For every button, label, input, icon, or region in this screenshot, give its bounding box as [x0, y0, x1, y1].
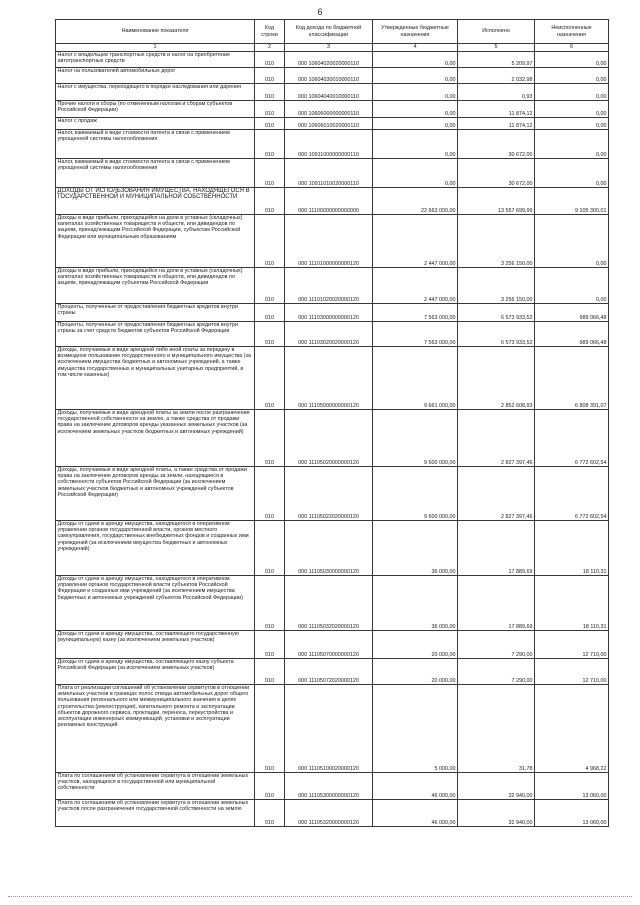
row-name: ДОХОДЫ ОТ ИСПОЛЬЗОВАНИЯ ИМУЩЕСТВА, НАХОДЯЩЕГОСЯ В ГОСУДАРСТВЕННОЙ И МУНИЦИПАЛЬНОЙ СОБСТВЕННОСТИ — [56, 188, 255, 215]
table-row — [56, 118, 609, 130]
row-name: Проценты, полученные от предоставления бюджетных кредитов внутри страны за счет средств бюджетов субъектов Российской Федерации — [56, 322, 255, 347]
table-row — [56, 631, 609, 659]
row-income-code: 000 11105000000000120 — [285, 347, 373, 410]
row-name: Плата по соглашениям об установлении сервитута в отношении земельных участков, находящихся в государственной или муниципальной собственности — [56, 773, 255, 800]
table-row — [56, 268, 609, 304]
row-name: Налог на пользователей автомобильных дорог — [56, 68, 255, 84]
footer-divider — [8, 896, 632, 897]
row-approved: 0,00 — [373, 52, 458, 68]
row-income-code: 000 11105320000000120 — [285, 800, 373, 827]
header-line-code: Код строки — [255, 20, 285, 44]
row-name: Доходы, получаемые в виде арендной платы, а также средства от продажи права на заключение договоров аренды за земли, находящиеся в собственности субъектов Российской Федерации (за исключением земельных участков бюджетных и автономных учреждений субъектов Российской Федерации) — [56, 467, 255, 521]
row-name: Доходы, получаемые в виде арендной платы за земли после разграничения государственной собственности на землю, а также средства от продажи права на заключение договоров аренды указанных земельных участков (за исключением земельных участков бюджетных и автономных учреждений) — [56, 410, 255, 467]
row-unexecuted: 6 808 391,07 — [535, 347, 609, 410]
row-unexecuted: 0,00 — [535, 118, 609, 130]
row-income-code: 000 10911000000000110 — [285, 130, 373, 159]
row-line-code: 010 — [255, 101, 285, 118]
row-name: Доходы в виде прибыли, приходящейся на доли в уставных (складочных) капиталах хозяйственных товариществ и обществ, или дивидендов по акциям, принадлежащим Российской Федерации, субъектам Российской Федерации или муниципальным образованиям — [56, 215, 255, 268]
column-number: 1 — [56, 44, 255, 52]
row-line-code: 010 — [255, 521, 285, 576]
row-income-code: 000 11101000000000120 — [285, 215, 373, 268]
header-unexecuted: Неисполненные назначения — [535, 20, 609, 44]
row-line-code: 010 — [255, 130, 285, 159]
table-row — [56, 521, 609, 576]
column-number: 6 — [535, 44, 609, 52]
table-row — [56, 215, 609, 268]
row-unexecuted: 989 066,48 — [535, 322, 609, 347]
table-row — [56, 322, 609, 347]
row-unexecuted: 6 772 602,54 — [535, 410, 609, 467]
row-unexecuted: 0,00 — [535, 130, 609, 159]
row-unexecuted: 0,00 — [535, 68, 609, 84]
row-unexecuted: 0,00 — [535, 268, 609, 304]
row-approved: 46 000,00 — [373, 800, 458, 827]
row-unexecuted: 18 110,31 — [535, 576, 609, 631]
row-name: Плата по соглашениям об установлении сервитута в отношении земельных участков после разграничения государственной собственности на землю — [56, 800, 255, 827]
row-approved: 0,00 — [373, 159, 458, 188]
row-income-code: 000 11105032020000120 — [285, 576, 373, 631]
row-line-code: 010 — [255, 467, 285, 521]
table-row — [56, 101, 609, 118]
table-row — [56, 84, 609, 101]
row-approved: 20 000,00 — [373, 631, 458, 659]
row-unexecuted: 12 710,00 — [535, 631, 609, 659]
row-line-code: 010 — [255, 410, 285, 467]
row-line-code: 010 — [255, 118, 285, 130]
row-income-code: 000 11105022020000120 — [285, 467, 373, 521]
row-income-code: 000 10604040010000110 — [285, 84, 373, 101]
row-income-code: 000 10604020020000110 — [285, 52, 373, 68]
row-approved: 2 447 000,00 — [373, 268, 458, 304]
row-line-code: 010 — [255, 322, 285, 347]
row-approved: 2 447 000,00 — [373, 215, 458, 268]
row-income-code: 000 10606000000000110 — [285, 101, 373, 118]
row-income-code: 000 10911010020000110 — [285, 159, 373, 188]
row-executed: 30 672,00 — [458, 130, 535, 159]
table-row — [56, 800, 609, 827]
row-name: Доходы от сдачи в аренду имущества, составляющего государственную (муниципальную) казну (за исключением земельных участков) — [56, 631, 255, 659]
row-executed: 3 256 150,00 — [458, 215, 535, 268]
row-line-code: 010 — [255, 304, 285, 322]
table-body — [56, 52, 609, 827]
row-income-code: 000 11105100020000120 — [285, 685, 373, 773]
row-executed: 2 827 397,46 — [458, 410, 535, 467]
row-executed: 6 573 933,52 — [458, 304, 535, 322]
row-approved: 0,00 — [373, 130, 458, 159]
row-executed: 17 889,69 — [458, 521, 535, 576]
table-row — [56, 659, 609, 685]
row-name: Доходы от сдачи в аренду имущества, составляющего казну субъекта Российской Федерации (за исключением земельных участков) — [56, 659, 255, 685]
row-executed: 5 209,97 — [458, 52, 535, 68]
row-unexecuted: 0,00 — [535, 159, 609, 188]
row-approved: 36 000,00 — [373, 521, 458, 576]
row-income-code: 000 11105300000000120 — [285, 773, 373, 800]
header-row — [56, 20, 609, 44]
row-approved: 0,00 — [373, 101, 458, 118]
header-income-code: Код дохода по бюджетной классификации — [285, 20, 373, 44]
row-unexecuted: 13 060,00 — [535, 800, 609, 827]
row-name: Налог, взимаемый в виде стоимости патента в связи с применением упрощенной системы налогообложения — [56, 130, 255, 159]
row-executed: 2 852 608,93 — [458, 347, 535, 410]
row-approved: 36 000,00 — [373, 576, 458, 631]
row-income-code: 000 11105020000000120 — [285, 410, 373, 467]
header-name: Наименование показателя — [56, 20, 255, 44]
row-income-code: 000 11100000000000000 — [285, 188, 373, 215]
row-approved: 9 600 000,00 — [373, 410, 458, 467]
row-executed: 30 672,00 — [458, 159, 535, 188]
table-row — [56, 159, 609, 188]
row-line-code: 010 — [255, 347, 285, 410]
row-income-code: 000 11105030000000120 — [285, 521, 373, 576]
row-name: Плата от реализации соглашений об установлении сервитутов в отношении земельных участков в границах полос отвода автомобильных дорог общего пользования регионального или межмуниципального значения в целях строительства (реконструкции), капитального ремонта и эксплуатации объектов дорожного сервиса, прокладки, переноса, переустройства и эксплуатации инженерных коммуникаций, установки и эксплуатации рекламных конструкций — [56, 685, 255, 773]
column-number: 5 — [458, 44, 535, 52]
row-line-code: 010 — [255, 800, 285, 827]
row-income-code: 000 11103000000000120 — [285, 304, 373, 322]
row-line-code: 010 — [255, 576, 285, 631]
row-unexecuted: 13 060,00 — [535, 773, 609, 800]
row-approved: 7 563 000,00 — [373, 322, 458, 347]
row-line-code: 010 — [255, 159, 285, 188]
row-executed: 2 032,98 — [458, 68, 535, 84]
row-approved: 9 661 000,00 — [373, 347, 458, 410]
row-name: Проценты, полученные от предоставления бюджетных кредитов внутри страны — [56, 304, 255, 322]
row-executed: 6 573 933,52 — [458, 322, 535, 347]
row-executed: 13 557 699,99 — [458, 188, 535, 215]
row-executed: 3 256 150,00 — [458, 268, 535, 304]
row-unexecuted: 4 968,22 — [535, 685, 609, 773]
row-executed: 11 874,12 — [458, 101, 535, 118]
table-row — [56, 68, 609, 84]
row-income-code: 000 11101020020000120 — [285, 268, 373, 304]
row-name: Налог, взимаемый в виде стоимости патента в связи с применением упрощенной системы налогообложения — [56, 159, 255, 188]
table-row — [56, 304, 609, 322]
row-executed: 2 827 397,46 — [458, 467, 535, 521]
row-unexecuted: 989 066,48 — [535, 304, 609, 322]
row-line-code: 010 — [255, 84, 285, 101]
income-report-table — [55, 19, 609, 827]
row-executed: 7 290,00 — [458, 631, 535, 659]
header-executed: Исполнено — [458, 20, 535, 44]
row-approved: 5 000,00 — [373, 685, 458, 773]
row-name: Доходы от сдачи в аренду имущества, находящегося в оперативном управлении органов государственной власти, органов местного самоуправления, государственных внебюджетных фондов и созданных ими учреждений (за исключением имущества бюджетных и автономных учреждений) — [56, 521, 255, 576]
column-number-row — [56, 44, 609, 52]
row-income-code: 000 11105072020000120 — [285, 659, 373, 685]
row-unexecuted: 0,00 — [535, 52, 609, 68]
row-approved: 7 563 000,00 — [373, 304, 458, 322]
row-name: Налог с продаж — [56, 118, 255, 130]
row-approved: 9 600 000,00 — [373, 467, 458, 521]
row-executed: 0,93 — [458, 84, 535, 101]
row-line-code: 010 — [255, 685, 285, 773]
row-name: Прочие налоги и сборы (по отмененным налогам и сборам субъектов Российской Федерации) — [56, 101, 255, 118]
row-line-code: 010 — [255, 215, 285, 268]
table-row — [56, 410, 609, 467]
table-row — [56, 347, 609, 410]
row-name: Налог с имущества, переходящего в порядке наследования или дарения — [56, 84, 255, 101]
row-income-code: 000 11103020020000120 — [285, 322, 373, 347]
row-name: Доходы от сдачи в аренду имущества, находящегося в оперативном управлении органов государственной власти субъектов Российской Федерации и созданных ими учреждений (за исключением имущества бюджетных и автономных учреждений субъектов Российской Федерации) — [56, 576, 255, 631]
row-unexecuted: 0,00 — [535, 215, 609, 268]
row-executed: 17 889,69 — [458, 576, 535, 631]
column-number: 3 — [285, 44, 373, 52]
table-row — [56, 52, 609, 68]
row-approved: 0,00 — [373, 84, 458, 101]
row-unexecuted: 12 710,00 — [535, 659, 609, 685]
row-unexecuted: 0,00 — [535, 84, 609, 101]
row-unexecuted: 9 105 300,01 — [535, 188, 609, 215]
row-line-code: 010 — [255, 268, 285, 304]
row-executed: 32 940,00 — [458, 773, 535, 800]
table-row — [56, 685, 609, 773]
row-income-code: 000 11105070000000120 — [285, 631, 373, 659]
page-number: 6 — [317, 7, 323, 17]
column-number: 2 — [255, 44, 285, 52]
row-line-code: 010 — [255, 659, 285, 685]
row-income-code: 000 10604030010000110 — [285, 68, 373, 84]
row-name: Доходы, получаемые в виде арендной либо иной платы за передачу в возмездное пользование государственного и муниципального имущества (за исключением имущества бюджетных и автономных учреждений, а также имущества государственных и муниципальных унитарных предприятий, в том числе казенных) — [56, 347, 255, 410]
header-approved: Утвержденные бюджетные назначения — [373, 20, 458, 44]
row-line-code: 010 — [255, 68, 285, 84]
column-number: 4 — [373, 44, 458, 52]
row-approved: 46 000,00 — [373, 773, 458, 800]
row-approved: 20 000,00 — [373, 659, 458, 685]
row-unexecuted: 18 110,31 — [535, 521, 609, 576]
row-line-code: 010 — [255, 631, 285, 659]
row-line-code: 010 — [255, 52, 285, 68]
row-approved: 0,00 — [373, 118, 458, 130]
row-name: Доходы в виде прибыли, приходящейся на доли в уставных (складочных) капиталах хозяйственных товариществ и обществ, или дивидендов по акциям, принадлежащим субъектам Российской Федерации — [56, 268, 255, 304]
row-name: Налог с владельцев транспортных средств и налог на приобретение автотранспортных средств — [56, 52, 255, 68]
table-row — [56, 576, 609, 631]
row-unexecuted: 6 772 602,54 — [535, 467, 609, 521]
table-row — [56, 467, 609, 521]
row-line-code: 010 — [255, 188, 285, 215]
row-approved: 0,00 — [373, 68, 458, 84]
row-unexecuted: 0,00 — [535, 101, 609, 118]
row-executed: 31,78 — [458, 685, 535, 773]
table-row — [56, 130, 609, 159]
row-executed: 7 290,00 — [458, 659, 535, 685]
row-approved: 22 663 000,00 — [373, 188, 458, 215]
row-line-code: 010 — [255, 773, 285, 800]
row-executed: 11 874,12 — [458, 118, 535, 130]
row-executed: 32 940,00 — [458, 800, 535, 827]
row-income-code: 000 10606010020000110 — [285, 118, 373, 130]
table-row — [56, 773, 609, 800]
table-row — [56, 188, 609, 215]
